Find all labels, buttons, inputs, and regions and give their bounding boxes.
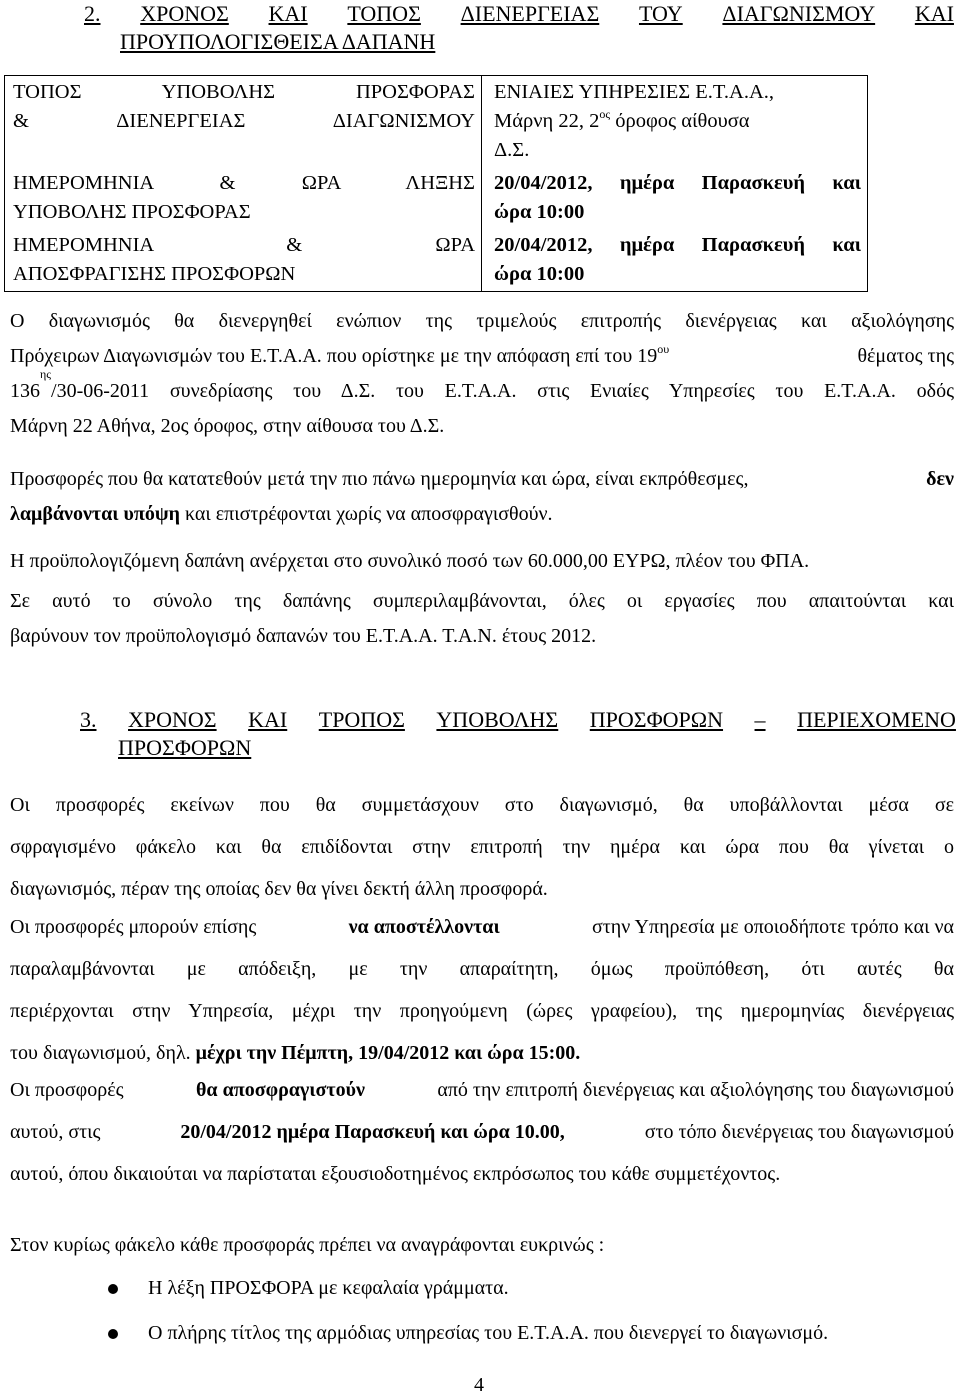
text-line	[10, 462, 954, 497]
paragraph-committee	[10, 304, 954, 444]
text: Οι προσφορές μπορούν επίσης	[10, 916, 257, 938]
text-line: Ο διαγωνισμός θα διενεργηθεί ενώπιον της τριμελούς επιτροπής διενέργειας και αξιολόγησης	[10, 310, 954, 332]
text: αυτού, στις	[10, 1121, 101, 1143]
text: να αποστέλλονται	[348, 916, 500, 938]
text-line	[10, 1032, 954, 1074]
text-line	[10, 1111, 954, 1153]
table-label-cell	[5, 229, 482, 292]
cell-line: 20/04/2012, ημέρα Παρασκευή και	[494, 172, 861, 194]
text-line: αυτού, όπου δικαιούται να παρίσταται εξουσιοδοτημένος εκπρόσωπος του κάθε συμμετέχοντος.	[10, 1163, 781, 1185]
paragraph-budget-scope	[10, 584, 954, 654]
text-line: βαρύνουν τον προϋπολογισμό δαπανών του Ε.Τ.Α.Α. Τ.Α.Ν. έτους 2012.	[10, 625, 597, 647]
cell-line: Δ.Σ.	[494, 139, 530, 161]
text-line: Στον κυρίως φάκελο κάθε προσφοράς πρέπει να αναγράφονται ευκρινώς :	[10, 1234, 605, 1256]
table-row	[5, 167, 868, 229]
table-label-cell	[5, 76, 482, 168]
table-label-cell	[5, 167, 482, 229]
heading-word: ΔΙΑΓΩΝΙΣΜΟΥ	[722, 1, 876, 26]
section-3-number: 3.	[80, 707, 97, 732]
table-row	[5, 229, 868, 292]
text-line: Η προϋπολογιζόμενη δαπάνη ανέρχεται στο συνολικό ποσό των 60.000,00 ΕΥΡΩ, πλέον του ΦΠΑ.	[10, 550, 810, 572]
text-line	[10, 497, 954, 532]
text: 20/04/2012 ημέρα Παρασκευή και ώρα 10.00,	[180, 1121, 565, 1143]
text: του διαγωνισμού, δηλ.	[10, 1042, 196, 1064]
list-item-text: Η λέξη ΠΡΟΣΦΟΡΑ με κεφαλαία γράμματα.	[148, 1277, 509, 1299]
text-line: σφραγισμένο φάκελο και θα επιδίδονται στην επιτροπή την ημέρα και ώρα που θα γίνεται ο	[10, 836, 954, 858]
page-number: 4	[474, 1374, 484, 1396]
heading-word: ΠΡΟΣΦΟΡΩΝ	[589, 707, 724, 732]
text-line: Οι προσφορές εκείνων που θα συμμετάσχουν στο διαγωνισμό, θα υποβάλλονται μέσα σε	[10, 794, 954, 816]
text-line: περιέρχονται στην Υπηρεσία, μέχρι την προηγούμενη (ώρες γραφείου), της ημερομηνίας διενέργειας	[10, 1000, 954, 1022]
heading-row-2: ΠΡΟΣΦΟΡΩΝ	[118, 735, 252, 760]
text-line: παραλαμβάνονται με απόδειξη, με την απαραίτητη, όμως προϋπόθεση, ότι αυτές θα	[10, 958, 954, 980]
heading-word: ΧΡΟΝΟΣ	[140, 1, 229, 26]
heading-word: ΤΟΠΟΣ	[347, 1, 421, 26]
text: 136	[10, 380, 40, 402]
list-item-text: Ο πλήρης τίτλος της αρμόδιας υπηρεσίας του Ε.Τ.Α.Α. που διενεργεί το διαγωνισμό.	[148, 1322, 829, 1344]
paragraph-budget	[10, 544, 954, 579]
text: μέχρι την Πέμπτη, 19/04/2012 και ώρα 15:00.	[195, 1042, 581, 1064]
cell-line: ΗΜΕΡΟΜΗΝΙΑ & ΩΡΑ	[13, 234, 475, 256]
heading-word: ΔΙΕΝΕΡΓΕΙΑΣ	[460, 1, 600, 26]
table-value-cell	[482, 167, 868, 229]
paragraph-mailed-offers	[10, 906, 954, 1074]
table-value-cell	[482, 76, 868, 168]
heading-word: ΤΟΥ	[638, 1, 683, 26]
cell-line: 20/04/2012, ημέρα Παρασκευή και	[494, 234, 861, 256]
cell-line: ΤΟΠΟΣ ΥΠΟΒΟΛΗΣ ΠΡΟΣΦΟΡΑΣ	[13, 81, 475, 103]
text: θέματος της	[857, 345, 954, 367]
text: /30-06-2011 συνεδρίασης του Δ.Σ. του Ε.Τ.Α.Α. στις Ενιαίες Υπηρεσίες του Ε.Τ.Α.Α. οδός	[51, 380, 954, 402]
text: Προσφορές που θα κατατεθούν μετά την πιο πάνω ημερομηνία και ώρα, είναι εκπρόθεσμες,	[10, 468, 749, 490]
text-line: διαγωνισμός, πέραν της οποίας δεν θα γίνει δεκτή άλλη προσφορά.	[10, 878, 548, 900]
paragraph-sealed-envelope	[10, 784, 954, 910]
text-line: Σε αυτό το σύνολο της δαπάνης συμπεριλαμβάνονται, όλες οι εργασίες που απαιτούνται και	[10, 590, 954, 612]
cell-text: όροφος αίθουσα	[610, 110, 750, 132]
text-line	[10, 339, 954, 374]
superscript: ος	[599, 107, 611, 121]
text: δεν	[926, 468, 954, 490]
cell-line: ΑΠΟΣΦΡΑΓΙΣΗΣ ΠΡΟΣΦΟΡΩΝ	[13, 263, 296, 285]
heading-word: ΧΡΟΝΟΣ	[128, 707, 217, 732]
cell-line: ώρα 10:00	[494, 201, 585, 223]
heading-word: ΚΑΙ	[914, 1, 954, 26]
cell-line: ΕΝΙΑΙΕΣ ΥΠΗΡΕΣΙΕΣ Ε.Τ.Α.Α.,	[494, 81, 775, 103]
heading-row-2: ΠΡΟΥΠΟΛΟΓΙΣΘΕΙΣΑ ΔΑΠΑΝΗ	[120, 29, 436, 54]
text: στην Υπηρεσία με οποιοδήποτε τρόπο και να	[591, 916, 954, 938]
text: θα αποσφραγιστούν	[195, 1079, 365, 1101]
text: στο τόπο διενέργειας του διαγωνισμού	[644, 1121, 954, 1143]
paragraph-late-offers	[10, 462, 954, 532]
cell-line: ΥΠΟΒΟΛΗΣ ΠΡΟΣΦΟΡΑΣ	[13, 201, 251, 223]
cell-line: ώρα 10:00	[494, 263, 585, 285]
section-2-number: 2.	[84, 1, 101, 26]
bullet-icon	[108, 1284, 118, 1294]
cell-line: ΗΜΕΡΟΜΗΝΙΑ & ΩΡΑ ΛΗΞΗΣ	[13, 172, 475, 194]
list-item	[100, 1266, 828, 1311]
paragraph-opening	[10, 1069, 954, 1195]
list-item	[100, 1311, 828, 1356]
text: Οι προσφορές	[10, 1079, 124, 1101]
text: Πρόχειρων Διαγωνισμών του Ε.Τ.Α.Α. που ορίστηκε με την απόφαση επί του 19	[10, 345, 658, 367]
submission-info-table	[4, 75, 868, 292]
cell-line	[494, 107, 861, 136]
cell-text: Μάρνη 22, 2	[494, 110, 600, 132]
bullet-list	[100, 1266, 828, 1356]
text: από την επιτροπή διενέργειας και αξιολόγησης του διαγωνισμού	[437, 1079, 954, 1101]
heading-word: ΚΑΙ	[268, 1, 308, 26]
heading-word: ΤΡΟΠΟΣ	[318, 707, 405, 732]
heading-word: ΠΕΡΙΕΧΟΜΕΝΟ	[797, 707, 956, 732]
heading-word: ΚΑΙ	[248, 707, 288, 732]
paragraph-envelope-contents	[10, 1229, 954, 1261]
text-line	[10, 367, 954, 409]
text: λαμβάνονται υπόψη	[10, 503, 180, 525]
text: και επιστρέφονται χωρίς να αποσφραγισθούν.	[179, 503, 553, 525]
text-line	[10, 1069, 954, 1111]
text-line: Μάρνη 22 Αθήνα, 2ος όροφος, στην αίθουσα του Δ.Σ.	[10, 415, 445, 437]
heading-word: ΥΠΟΒΟΛΗΣ	[436, 707, 559, 732]
superscript: ου	[657, 342, 670, 356]
text-line	[10, 906, 954, 948]
table-value-cell	[482, 229, 868, 292]
bullet-icon	[108, 1329, 118, 1339]
cell-line: & ΔΙΕΝΕΡΓΕΙΑΣ ΔΙΑΓΩΝΙΣΜΟΥ	[13, 110, 475, 132]
superscript: ης	[40, 367, 52, 381]
table-row	[5, 76, 868, 168]
section-3-heading	[80, 706, 956, 762]
heading-word: –	[754, 707, 766, 732]
section-2-heading	[84, 0, 954, 56]
